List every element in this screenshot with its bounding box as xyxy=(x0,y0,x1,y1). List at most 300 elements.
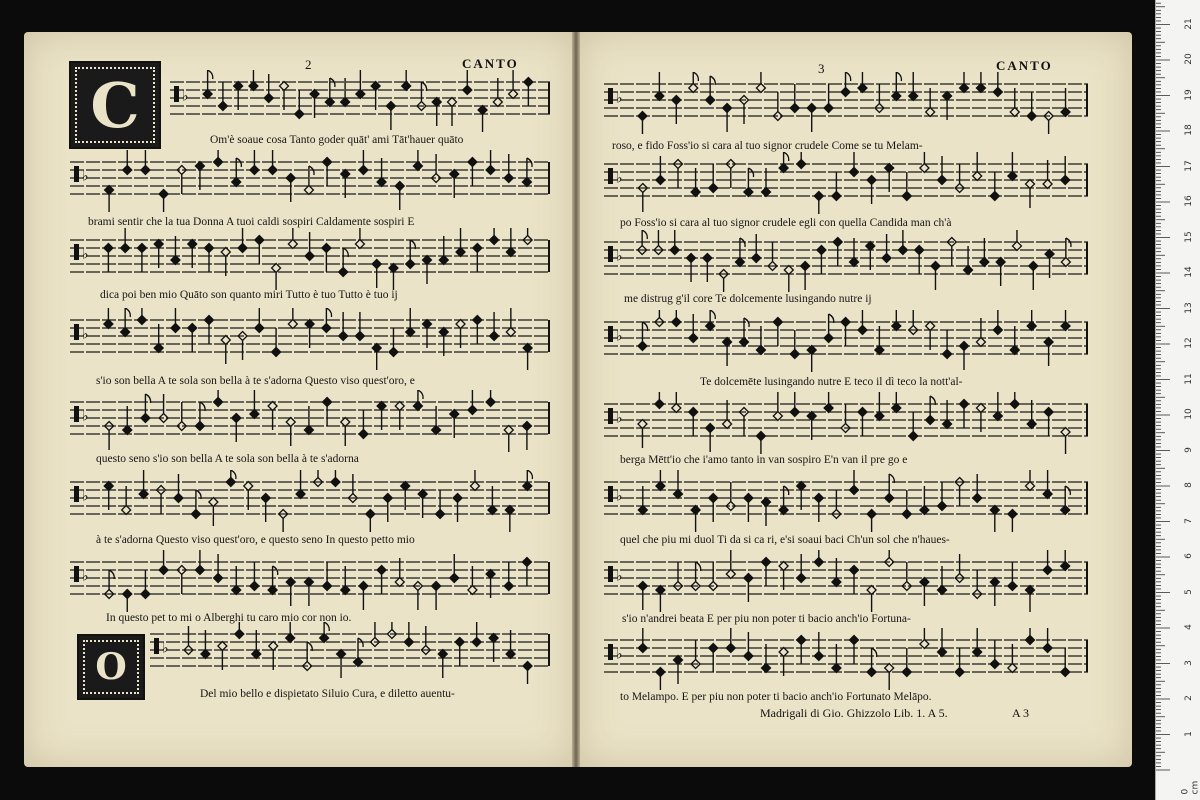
music-note xyxy=(1044,338,1053,367)
music-note xyxy=(288,308,297,329)
music-note xyxy=(638,112,647,135)
music-note xyxy=(797,152,806,169)
music-note xyxy=(406,308,415,337)
music-note xyxy=(121,308,131,337)
music-note xyxy=(801,262,810,291)
music-note xyxy=(504,154,513,183)
music-note xyxy=(875,392,884,421)
ruler-label: 21 xyxy=(1184,17,1194,30)
music-note xyxy=(137,244,146,273)
left-staff-6 xyxy=(70,470,550,532)
left-lyric-line-2: brami sentir che la tua Donna A tuoi caldi sospiri Caldamente sospiri E xyxy=(88,216,415,228)
music-note xyxy=(938,156,947,185)
music-note xyxy=(174,474,183,503)
left-staff-8 xyxy=(150,622,550,684)
right-staff-7 xyxy=(604,550,1088,612)
music-note xyxy=(448,98,457,127)
svg-text:♭: ♭ xyxy=(616,568,623,585)
music-note xyxy=(902,648,911,677)
music-note xyxy=(807,104,816,133)
music-note xyxy=(850,566,859,595)
music-note xyxy=(250,390,259,419)
music-note xyxy=(413,390,423,411)
music-note xyxy=(339,312,348,341)
music-note xyxy=(779,152,789,173)
ruler-label: 11 xyxy=(1184,372,1194,385)
left-lyric-line-1: Om'è soaue cosa Tanto goder quāt' ami Tāt'hauer quāto xyxy=(210,134,464,146)
music-note xyxy=(359,410,368,439)
music-note xyxy=(790,330,799,359)
music-note xyxy=(858,408,867,437)
right-staff-1 xyxy=(604,72,1088,134)
music-note xyxy=(506,308,515,337)
svg-text:♭: ♭ xyxy=(182,88,189,105)
music-note xyxy=(1027,310,1036,331)
left-staff-7 xyxy=(70,550,550,612)
music-note xyxy=(524,78,533,107)
music-note xyxy=(850,636,859,665)
svg-text:♭: ♭ xyxy=(82,408,89,425)
music-note xyxy=(123,590,132,613)
music-note xyxy=(1026,180,1035,209)
music-note xyxy=(656,470,665,491)
music-note xyxy=(931,262,940,291)
music-note xyxy=(706,76,716,105)
music-note xyxy=(305,232,314,261)
ruler-label: 17 xyxy=(1184,159,1194,172)
ruler-label: 20 xyxy=(1184,53,1194,65)
music-note xyxy=(744,494,753,523)
music-note xyxy=(504,426,513,453)
music-note xyxy=(272,328,281,357)
music-note xyxy=(377,566,386,595)
music-note xyxy=(638,420,647,449)
music-note xyxy=(272,264,281,291)
ruler-unit-label: 0 cm xyxy=(1180,780,1200,795)
left-staff-2 xyxy=(70,150,550,212)
music-note xyxy=(773,318,782,347)
music-note xyxy=(139,470,148,499)
music-note xyxy=(322,244,331,273)
music-note xyxy=(214,390,223,407)
music-note xyxy=(218,82,227,111)
music-note xyxy=(920,152,929,173)
music-note xyxy=(195,402,205,431)
music-note xyxy=(882,234,891,263)
music-note xyxy=(1061,550,1070,571)
music-note xyxy=(1008,152,1017,181)
music-note xyxy=(832,172,841,201)
music-note xyxy=(867,648,877,677)
music-note xyxy=(209,498,218,527)
music-note xyxy=(1027,92,1036,121)
music-note xyxy=(205,316,214,345)
music-note xyxy=(191,490,201,519)
right-staff-3 xyxy=(604,230,1088,292)
music-note xyxy=(395,182,404,211)
svg-text:♭: ♭ xyxy=(616,328,623,345)
music-note xyxy=(960,72,969,93)
music-note xyxy=(960,342,969,371)
music-note xyxy=(383,494,392,523)
music-note xyxy=(703,254,712,283)
svg-text:♭: ♭ xyxy=(82,568,89,585)
svg-text:♭: ♭ xyxy=(82,168,89,185)
right-voice-label: CANTO xyxy=(996,58,1053,73)
music-note xyxy=(355,312,364,341)
music-note xyxy=(1061,648,1070,677)
music-note xyxy=(656,668,665,691)
svg-text:♭: ♭ xyxy=(616,410,623,427)
music-note xyxy=(790,84,799,113)
music-note xyxy=(286,418,295,447)
music-note xyxy=(406,240,416,269)
music-note xyxy=(214,150,223,167)
music-note xyxy=(756,432,765,455)
music-note xyxy=(824,392,833,413)
music-note xyxy=(1061,156,1070,185)
music-note xyxy=(709,164,718,193)
music-note xyxy=(892,392,901,413)
signature-mark: A 3 xyxy=(1012,706,1030,720)
svg-text:♭: ♭ xyxy=(616,488,623,505)
music-note xyxy=(723,338,732,367)
music-note xyxy=(1044,408,1053,437)
ruler-label: 9 xyxy=(1184,446,1194,453)
svg-text:♭: ♭ xyxy=(82,488,89,505)
music-note xyxy=(656,586,665,613)
music-note xyxy=(885,550,894,567)
ruler-label: 12 xyxy=(1184,337,1194,349)
music-note xyxy=(892,72,902,101)
music-note xyxy=(756,72,765,93)
ruler-label: 1 xyxy=(1184,730,1194,737)
music-note xyxy=(141,394,151,423)
svg-text:♭: ♭ xyxy=(162,640,169,657)
music-note xyxy=(943,330,952,359)
music-note xyxy=(920,578,929,607)
music-note xyxy=(423,256,432,285)
left-staff-3 xyxy=(70,228,550,290)
music-note xyxy=(296,470,305,499)
music-note xyxy=(105,186,114,213)
music-note xyxy=(744,574,753,603)
music-note xyxy=(858,72,867,93)
right-lyric-line-4: Te dolcemēte lusingando nutre E teco il dì teco la nott'al- xyxy=(700,376,963,388)
left-staff-5 xyxy=(70,390,550,452)
music-note xyxy=(455,638,464,667)
left-page-number: 2 xyxy=(305,57,312,72)
book-gutter xyxy=(572,32,580,767)
music-note xyxy=(691,506,700,533)
music-note xyxy=(221,336,230,365)
music-note xyxy=(323,158,332,187)
music-note xyxy=(1044,112,1053,135)
right-lyric-line-3: me distrug g'il core Te dolcemente lusingando nutre ij xyxy=(624,293,872,305)
music-note xyxy=(797,636,806,665)
music-note xyxy=(656,156,665,185)
music-note xyxy=(689,314,698,343)
music-note xyxy=(504,562,513,591)
music-note xyxy=(249,70,258,91)
music-note xyxy=(356,70,365,99)
music-note xyxy=(450,554,459,583)
music-note xyxy=(486,390,495,407)
music-note xyxy=(726,550,735,579)
music-note xyxy=(523,662,532,685)
music-note xyxy=(366,510,375,533)
right-staff-8 xyxy=(604,628,1088,690)
music-note xyxy=(255,236,264,265)
music-note xyxy=(706,424,715,453)
music-note xyxy=(655,310,664,327)
svg-text:♭: ♭ xyxy=(616,170,623,187)
music-note xyxy=(841,318,850,347)
music-note xyxy=(955,648,964,677)
music-note xyxy=(286,578,295,607)
music-note xyxy=(331,470,340,487)
svg-text:♭: ♭ xyxy=(82,326,89,343)
music-note xyxy=(490,312,499,341)
music-note xyxy=(672,96,681,125)
right-staff-2 xyxy=(604,152,1088,214)
music-note xyxy=(387,622,396,639)
music-note xyxy=(706,310,716,331)
music-note xyxy=(885,474,895,503)
music-note xyxy=(709,644,718,673)
left-lyric-line-7: In questo pet to mi o Alberghi tu caro mio cor non io. xyxy=(106,612,352,624)
right-page-number: 3 xyxy=(818,61,825,76)
music-note xyxy=(926,396,936,425)
right-staff-5 xyxy=(604,392,1088,454)
music-note xyxy=(295,90,304,119)
music-note xyxy=(453,494,462,523)
music-note xyxy=(188,324,197,353)
music-note xyxy=(389,264,398,291)
music-note xyxy=(638,582,647,611)
ruler-label: 18 xyxy=(1184,124,1194,136)
music-note xyxy=(389,328,398,357)
music-note xyxy=(709,494,718,523)
music-note xyxy=(744,632,753,661)
music-note xyxy=(286,174,295,203)
music-note xyxy=(314,470,323,487)
music-note xyxy=(402,70,411,91)
music-note xyxy=(687,254,696,283)
music-note xyxy=(320,622,330,643)
ruler-label: 6 xyxy=(1184,553,1194,559)
music-note xyxy=(672,392,681,413)
right-lyric-line-7: s'io n'andrei beata E per piu non poter ti bacio anch'io Fortuna- xyxy=(622,613,911,625)
music-note xyxy=(1061,310,1070,331)
music-note xyxy=(817,246,826,275)
music-note xyxy=(867,510,876,533)
right-lyric-line-5: berga Mētt'io che i'amo tanto in van sospiro E'n van il pre go e xyxy=(620,454,908,466)
decorated-initial-o: O xyxy=(77,634,145,700)
music-note xyxy=(456,228,465,257)
ruler-label: 10 xyxy=(1184,408,1194,420)
music-note xyxy=(523,470,533,491)
music-note xyxy=(359,582,368,611)
music-note xyxy=(337,650,346,679)
music-note xyxy=(902,172,911,201)
music-note xyxy=(814,632,823,661)
music-note xyxy=(655,72,664,101)
right-lyric-line-6: quel che piu mi duol Ti da si ca ri, e'si soaui baci Ch'un sol che n'haues- xyxy=(620,534,950,546)
ruler-label: 5 xyxy=(1184,588,1194,595)
music-note xyxy=(506,228,515,257)
music-note xyxy=(522,422,531,451)
music-note xyxy=(1026,586,1035,613)
music-note xyxy=(1008,510,1017,533)
music-note xyxy=(867,176,876,205)
music-note xyxy=(279,510,288,533)
right-lyric-line-2: po Foss'io si cara al tuo signor crudele egli con quella Candida man ch'à xyxy=(620,217,952,229)
ruler-label: 2 xyxy=(1184,695,1194,701)
left-lyric-line-3: dica poi ben mio Quāto son quanto miri Tutto è tuo Tutto è tuo ij xyxy=(100,289,398,301)
music-note xyxy=(674,470,683,499)
ruler-label: 19 xyxy=(1184,88,1194,101)
music-note xyxy=(892,310,901,331)
music-note xyxy=(232,414,241,443)
music-note xyxy=(1010,392,1019,409)
music-note xyxy=(522,558,531,587)
music-note xyxy=(288,228,297,249)
music-note xyxy=(104,308,113,329)
music-note xyxy=(509,70,518,99)
left-lyric-line-8: Del mio bello e dispietato Siluio Cura, e diletto auentu- xyxy=(200,688,455,700)
music-note xyxy=(867,586,876,613)
music-note xyxy=(655,392,664,409)
ruler-label: 7 xyxy=(1184,517,1194,524)
ruler-label: 16 xyxy=(1184,195,1194,207)
music-note xyxy=(1026,628,1035,645)
measurement-ruler xyxy=(1155,0,1200,800)
music-note xyxy=(1061,428,1070,455)
music-note xyxy=(226,470,236,487)
music-note xyxy=(432,98,441,127)
svg-text:♭: ♭ xyxy=(616,90,623,107)
music-note xyxy=(719,270,728,293)
music-note xyxy=(438,650,447,679)
right-lyric-line-8: to Melampo. E per piu non poter ti bacio anch'io Fortunato Melāpo. xyxy=(620,691,932,703)
music-note xyxy=(1029,262,1038,291)
music-note xyxy=(909,72,918,101)
music-note xyxy=(264,74,273,103)
music-note xyxy=(960,400,969,429)
music-note xyxy=(523,344,532,371)
right-staff-4 xyxy=(604,310,1088,372)
ruler-label: 14 xyxy=(1184,266,1194,278)
right-lyric-line-1: roso, e fido Foss'io si cara al tuo signor crudele Come se tu Melam- xyxy=(612,140,923,152)
music-note xyxy=(205,244,214,273)
music-note xyxy=(723,104,732,133)
music-note xyxy=(902,490,911,519)
ruler-label: 15 xyxy=(1184,230,1194,243)
music-note xyxy=(762,498,771,527)
left-staff-4 xyxy=(70,308,550,370)
music-note xyxy=(341,418,350,447)
music-note xyxy=(824,314,834,343)
music-note xyxy=(993,392,1002,421)
music-note xyxy=(141,570,150,599)
music-note xyxy=(214,554,223,583)
music-note xyxy=(833,238,842,267)
svg-text:♭: ♭ xyxy=(82,246,89,263)
music-note xyxy=(973,628,982,657)
music-note xyxy=(203,70,213,99)
ruler-label: 13 xyxy=(1184,301,1194,314)
music-note xyxy=(672,310,681,327)
music-note xyxy=(674,656,683,685)
music-note xyxy=(339,248,349,277)
music-note xyxy=(523,228,532,245)
left-lyric-line-6: à te s'adorna Questo viso quest'oro, e questo seno In questo petto mio xyxy=(96,534,415,546)
ruler-ticks xyxy=(1156,0,1200,800)
music-note xyxy=(1008,562,1017,591)
music-note xyxy=(1043,470,1052,499)
music-note xyxy=(973,152,982,181)
music-note xyxy=(104,244,113,273)
music-note xyxy=(323,398,332,427)
music-note xyxy=(807,346,816,373)
left-lyric-line-5: questo seno s'io son bella A te sola son bella à te s'adorna xyxy=(96,453,359,465)
music-note xyxy=(638,322,648,351)
music-note xyxy=(990,640,999,669)
music-note xyxy=(996,258,1005,287)
left-lyric-line-4: s'io son bella A te sola son bella à te s'adorna Questo viso quest'oro, e xyxy=(96,375,415,387)
svg-text:♭: ♭ xyxy=(616,248,623,265)
imprint-footer: Madrigali di Gio. Ghizzolo Lib. 1. A 5. xyxy=(760,706,948,720)
right-staff-6 xyxy=(604,470,1088,532)
music-note xyxy=(885,664,894,691)
music-note xyxy=(824,84,833,113)
music-note xyxy=(938,482,947,511)
music-note xyxy=(814,192,823,215)
music-note xyxy=(976,72,985,93)
music-note xyxy=(1012,230,1021,251)
music-note xyxy=(286,622,295,643)
music-note xyxy=(1026,470,1035,491)
music-note xyxy=(250,562,259,591)
music-note xyxy=(304,578,313,607)
music-note xyxy=(773,392,782,421)
music-note xyxy=(372,344,381,371)
music-note xyxy=(814,494,823,523)
left-staff-1 xyxy=(170,70,550,132)
music-note xyxy=(473,316,482,345)
decorated-initial-c: C xyxy=(69,61,161,149)
music-note xyxy=(468,158,477,187)
music-note xyxy=(909,412,918,441)
music-note xyxy=(386,102,395,131)
music-note xyxy=(990,172,999,201)
left-voice-label: CANTO xyxy=(462,56,519,71)
music-note xyxy=(797,554,806,583)
music-note xyxy=(784,266,793,293)
music-note xyxy=(436,490,445,519)
music-note xyxy=(372,260,381,289)
music-note xyxy=(490,228,499,245)
music-note xyxy=(478,106,487,133)
ruler-label: 8 xyxy=(1184,482,1194,488)
music-note xyxy=(505,506,514,533)
music-note xyxy=(235,622,244,639)
music-note xyxy=(814,550,823,567)
ruler-label: 4 xyxy=(1184,624,1194,630)
music-note xyxy=(938,628,947,657)
svg-text:♭: ♭ xyxy=(616,646,623,663)
